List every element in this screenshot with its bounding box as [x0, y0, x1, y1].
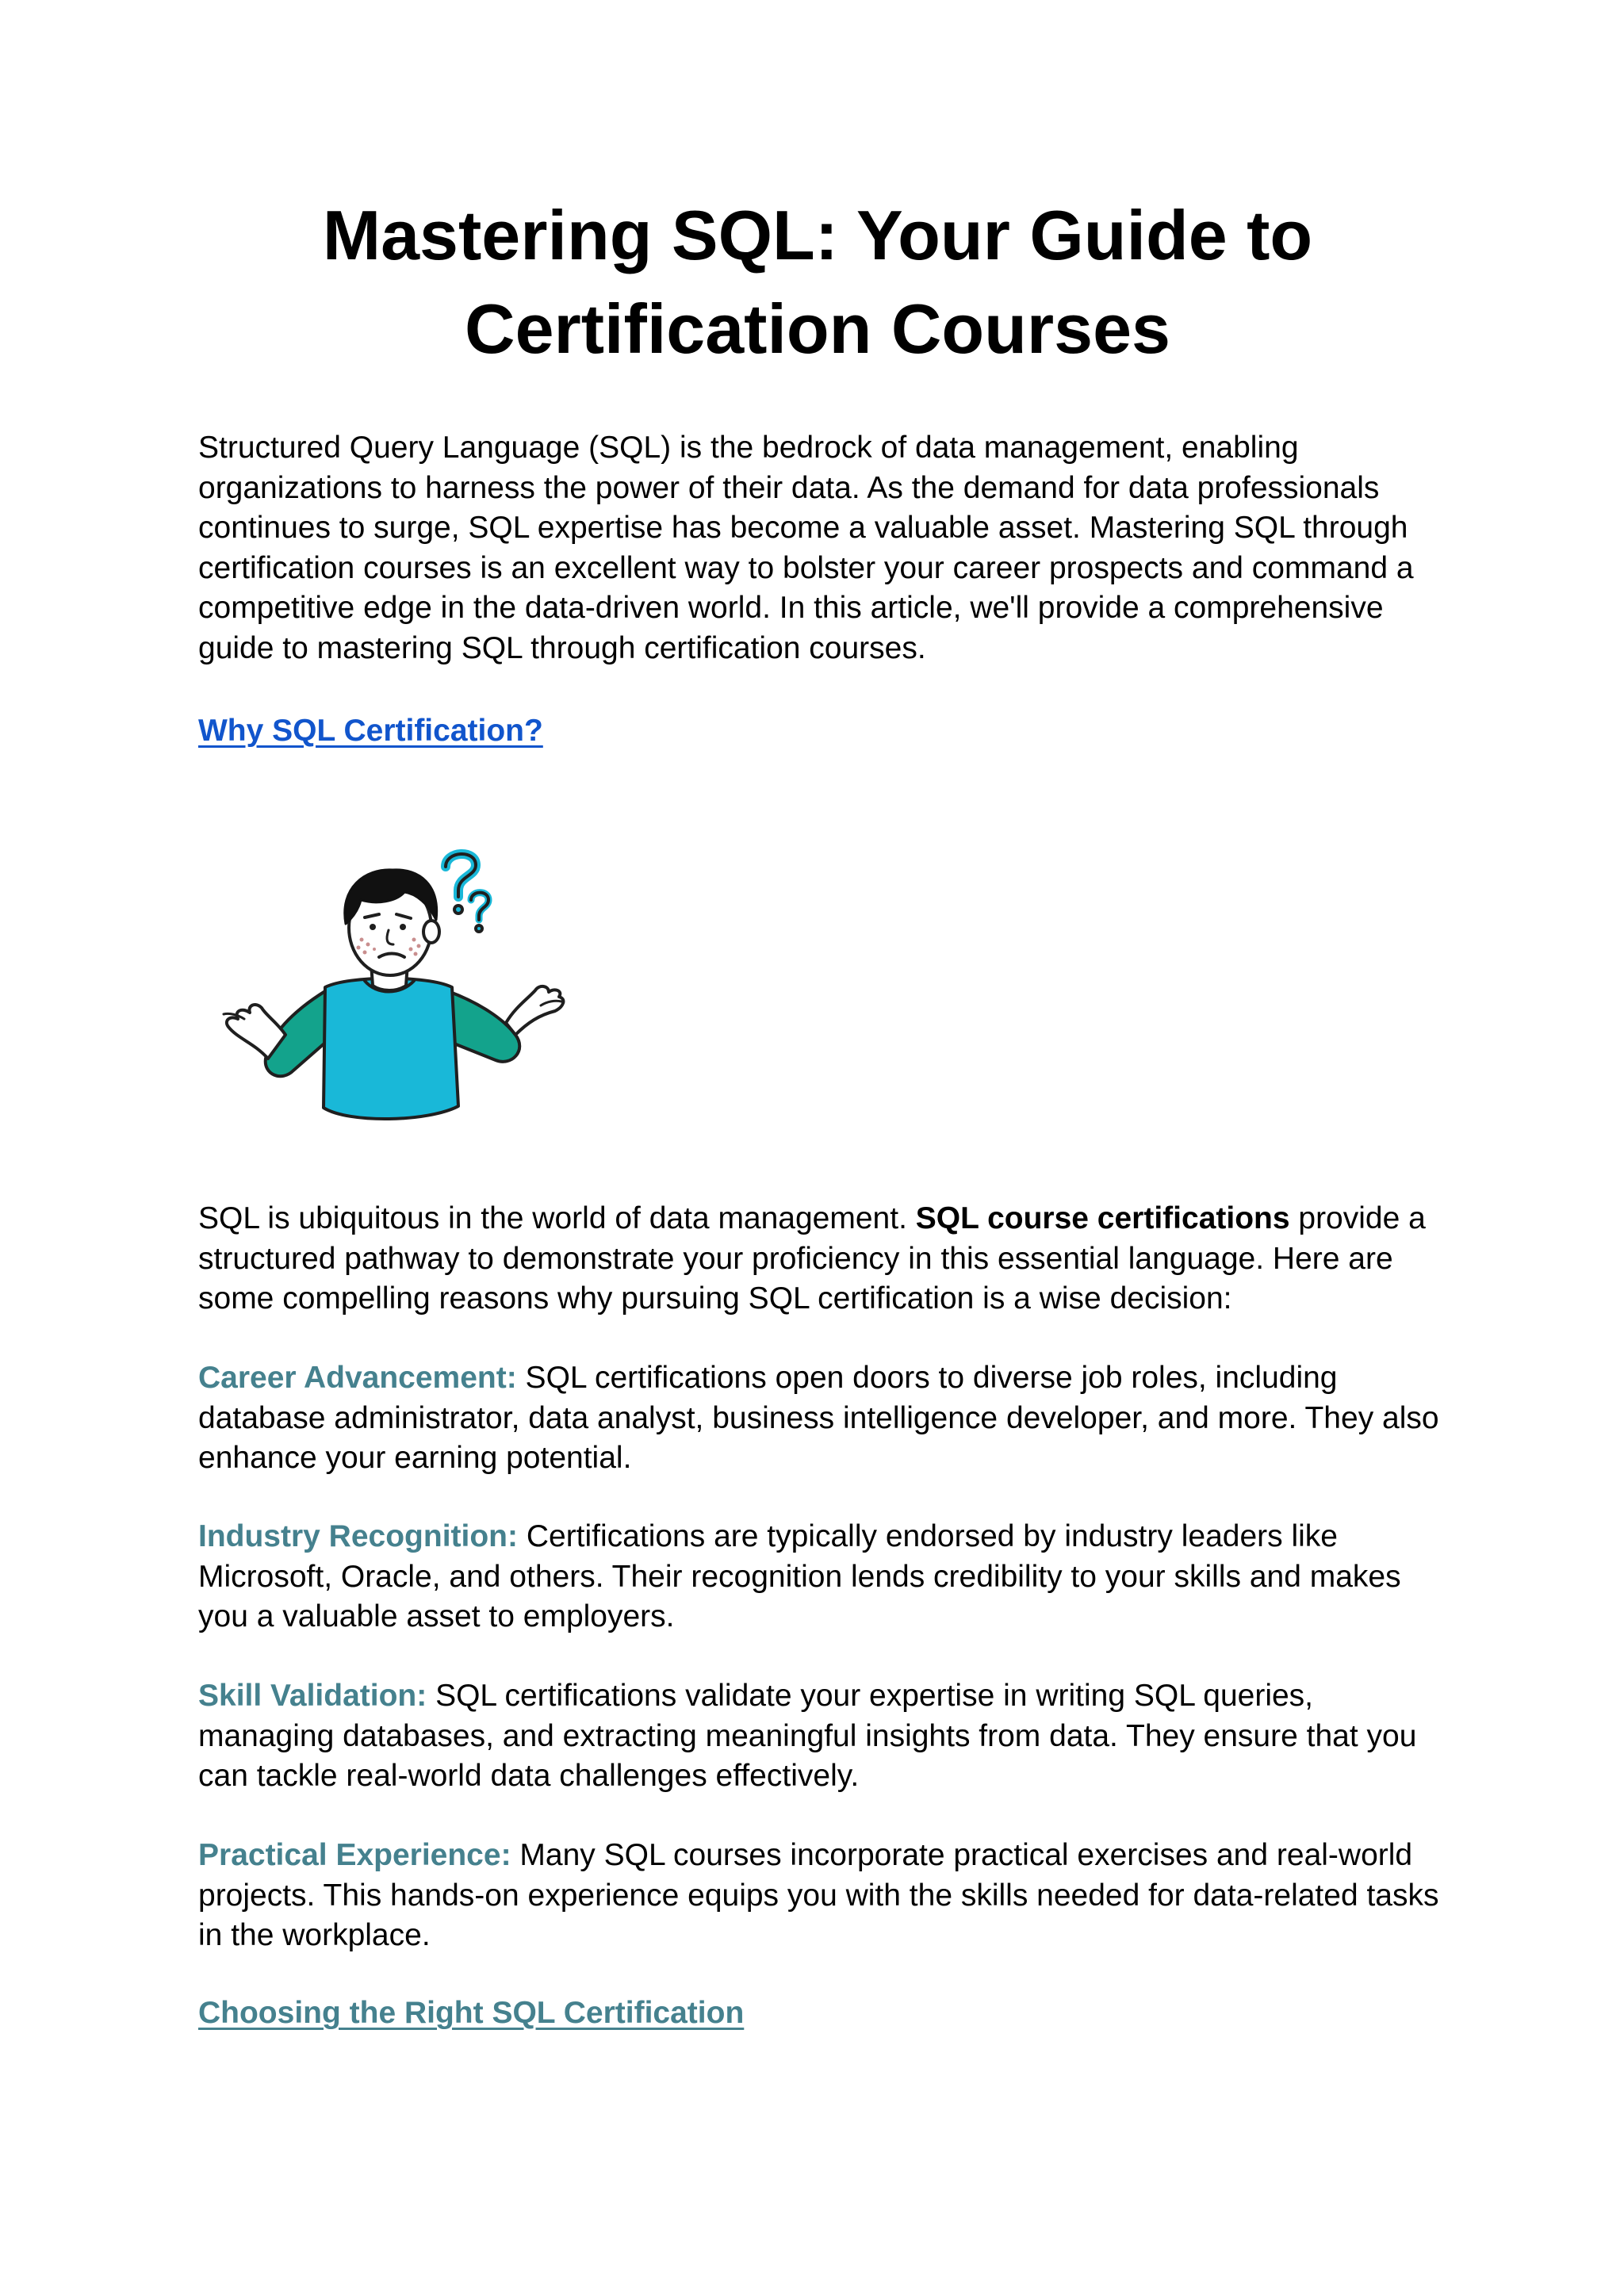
- reason-text: Certifications are typically endorsed by industry leaders like Microsoft, Oracle, and others. Their recognition lends credibility to your skills and makes you a valuable asset to employers.: [198, 1519, 1401, 1633]
- reason-skill-validation: [198, 1676, 1451, 1797]
- choosing-right-sql-certification-link[interactable]: Choosing the Right SQL Certification: [198, 1996, 745, 2030]
- intro-paragraph: Structured Query Language (SQL) is the bedrock of data management, enabling organizations to harness the power of their data. As the demand for data professionals continues to surge, SQL expertise has become a valuable asset. Mastering SQL through certification courses is an excellent way to bolster your career prospects and command a competitive edge in the data-driven world. In this article, we'll provide a comprehensive guide to mastering SQL through certification courses.: [198, 431, 1414, 665]
- reason-label: Career Advancement:: [198, 1361, 517, 1395]
- reason-label: Practical Experience:: [198, 1838, 511, 1872]
- reason-practical-experience: [198, 1836, 1451, 1956]
- reason-text: SQL certifications validate your expertise in writing SQL queries, managing databases, and extracting meaningful insights from data. They ensure that you can tackle real-world data challenges effectively.: [198, 1679, 1417, 1793]
- why-sql-certification-link[interactable]: Why SQL Certification?: [198, 714, 543, 748]
- section1-bold-text: SQL course certifications: [915, 1201, 1290, 1235]
- reason-text: Many SQL courses incorporate practical exercises and real-world projects. This hands-on experience equips you with the skills needed for data-related tasks in the workplace.: [198, 1838, 1439, 1952]
- reason-label: Skill Validation:: [198, 1679, 427, 1713]
- section1-text-after: provide a structured pathway to demonstrate your proficiency in this essential language. Here are some compelling reasons why pursuing SQL certification is a wise decision:: [198, 1201, 1426, 1316]
- section1-paragraph: [198, 1199, 1451, 1319]
- reason-career-advancement: [198, 1358, 1451, 1479]
- confused-person-icon: [206, 844, 579, 1130]
- document-title: Mastering SQL: Your Guide to Certification Courses: [322, 196, 1313, 368]
- reason-label: Industry Recognition:: [198, 1519, 518, 1553]
- section1-text-before: SQL is ubiquitous in the world of data management.: [198, 1201, 916, 1235]
- reason-text: SQL certifications open doors to diverse job roles, including database administrator, data analyst, business intelligence developer, and more. They also enhance your earning potential.: [198, 1361, 1439, 1475]
- question-mark-icon: [446, 854, 488, 932]
- reason-industry-recognition: [198, 1517, 1451, 1637]
